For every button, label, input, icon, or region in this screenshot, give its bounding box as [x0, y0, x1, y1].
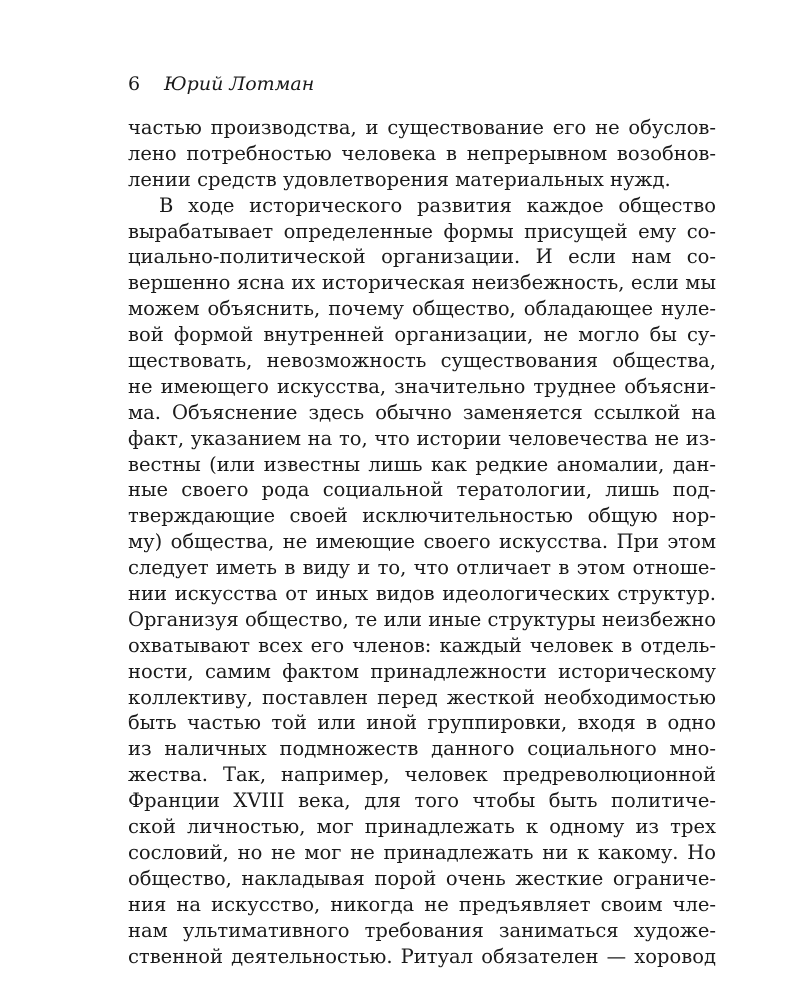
text-line: частью производства, и существование его не обуслов-	[128, 116, 716, 139]
running-head	[128, 72, 314, 96]
text-line: следует иметь в виду и то, что отличает в этом отноше-	[128, 556, 716, 580]
text-line: жества. Так, например, человек предреволюционной	[128, 763, 716, 787]
text-line: можем объяснить, почему общество, обладающее нуле-	[128, 297, 716, 321]
text-line: Франции XVIII века, для того чтобы быть политиче-	[128, 789, 716, 813]
text-line: быть частью той или иной группировки, входя в одно	[128, 711, 716, 735]
text-line: вырабатывает определенные формы присущей ему со-	[128, 219, 716, 243]
running-head-author: Юрий Лотман	[164, 73, 315, 95]
text-line: му) общества, не имеющие своего искусства. При этом	[128, 530, 716, 554]
text-line: ма. Объяснение здесь обычно заменяется ссылкой на	[128, 400, 716, 424]
text-line: ные своего рода социальной тератологии, лишь под-	[128, 478, 716, 502]
text-line: сословий, но не мог не принадлежать ни к какому. Но	[128, 840, 716, 864]
text-line: ществовать, невозможность существования общества,	[128, 349, 716, 373]
text-line: нии искусства от иных видов идеологических структур.	[128, 582, 716, 606]
text-line: тверждающие своей исключительностью общую нор-	[128, 504, 716, 528]
text-line: из наличных подмножеств данного социального мно-	[128, 737, 716, 761]
text-line: лено потребностью человека в непрерывном возобнов-	[128, 141, 716, 165]
text-line: факт, указанием на то, что истории человечества не из-	[128, 426, 716, 450]
text-line: Организуя общество, те или иные структуры неизбежно	[128, 607, 716, 631]
text-line: вой формой внутренней организации, не могло бы су-	[128, 323, 716, 347]
text-line: лении средств удовлетворения материальных нужд.	[128, 167, 671, 191]
text-line: ности, самим фактом принадлежности историческому	[128, 659, 716, 683]
text-line: вершенно ясна их историческая неизбежность, если мы	[128, 271, 716, 295]
text-line: охватывают всех его членов: каждый человек в отдель-	[128, 633, 716, 657]
body-text	[128, 115, 716, 969]
text-line: ственной деятельностью. Ритуал обязателен — хоровод	[128, 944, 716, 968]
page-number: 6	[128, 73, 141, 95]
text-line: В ходе исторического развития каждое общество	[159, 193, 716, 217]
text-line: циально-политической организации. И если нам со-	[128, 245, 716, 269]
text-line: общество, накладывая порой очень жесткие ограниче-	[128, 866, 716, 890]
text-line: ния на искусство, никогда не предъявляет своим чле-	[128, 892, 716, 916]
text-line: вестны (или известны лишь как редкие аномалии, дан-	[128, 452, 716, 476]
text-line: ской личностью, мог принадлежать к одному из трех	[128, 815, 716, 839]
text-line: нам ультимативного требования заниматься художе-	[128, 918, 716, 942]
text-line: коллективу, поставлен перед жесткой необходимостью	[128, 685, 716, 709]
text-line: не имеющего искусства, значительно труднее объясни-	[128, 374, 716, 398]
